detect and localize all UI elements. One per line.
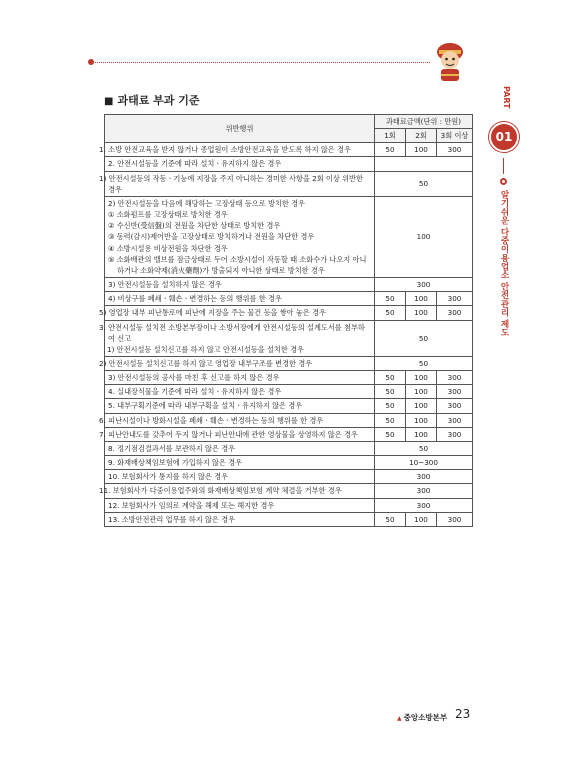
fine-flat: 50 xyxy=(375,171,473,196)
header-rule xyxy=(92,62,430,63)
fine-second: 100 xyxy=(406,399,437,413)
violation-text: 8. 정기점검결과서를 보관하지 않은 경우 xyxy=(105,441,375,455)
violation-text: 5. 내부구획기준에 따라 내부구획을 설치ㆍ유지하지 않은 경우 xyxy=(105,399,375,413)
table-row xyxy=(105,470,473,484)
violation-text: 2. 안전시설등을 기준에 따라 설치ㆍ유지하지 않은 경우 xyxy=(105,157,375,171)
header-violation: 위반행위 xyxy=(105,115,375,143)
violation-text: 11. 보험회사가 다중이용업주와의 화재배상책임보험 계약 체결을 거부한 경우 xyxy=(105,484,375,498)
fine-third: 300 xyxy=(437,143,473,157)
fine-table xyxy=(99,114,473,527)
fine-second: 100 xyxy=(406,512,437,526)
firefighter-mascot-icon xyxy=(430,38,470,84)
fine-flat: 300 xyxy=(375,498,473,512)
table-row xyxy=(105,157,473,171)
table-row xyxy=(105,498,473,512)
violation-text: 6. 피난시설이나 방화시설을 폐쇄ㆍ훼손ㆍ변경하는 등의 행위를 한 경우 xyxy=(105,413,375,427)
fine-second: 100 xyxy=(406,306,437,320)
violation-subitem: ④ 소방시설용 비상전원을 차단한 경우 xyxy=(108,243,228,253)
violation-heading: 3. 안전시설등 설치전 소방본부장이나 소방서장에게 안전시설등의 설계도서를 첨부하여 신고 xyxy=(99,322,365,343)
table-row xyxy=(105,413,473,427)
fine-flat: 300 xyxy=(375,278,473,292)
fine-first: 50 xyxy=(375,385,406,399)
section-marker: ■ xyxy=(104,96,114,107)
fine-first: 50 xyxy=(375,399,406,413)
fine-first: 50 xyxy=(375,306,406,320)
fine-first: 50 xyxy=(375,292,406,306)
fine-second: 100 xyxy=(406,371,437,385)
table-row xyxy=(105,371,473,385)
fine-third: 300 xyxy=(437,292,473,306)
violation-text: 10. 보험회사가 통지를 하지 않은 경우 xyxy=(105,470,375,484)
violation-text: 7. 피난안내도를 갖추어 두지 않거나 피난안내에 관한 영상물을 상영하지 않은 경우 xyxy=(105,427,375,441)
violation-text xyxy=(105,196,375,277)
fine-third: 300 xyxy=(437,371,473,385)
violation-text: 3) 안전시설등을 설치하지 않은 경우 xyxy=(105,278,375,292)
fine-first: 50 xyxy=(375,371,406,385)
violation-subitem: ⑤ 소화배관의 밸브를 잠금상태로 두어 소방시설이 작동할 때 소화수가 나오지 아니하거나 소화약제(消火藥劑)가 방출되지 아니한 상태로 방치한 경우 xyxy=(108,254,367,275)
violation-text: 9. 화재배상책임보험에 가입하지 않은 경우 xyxy=(105,456,375,470)
violation-subitem: ① 소화펌프를 고장상태로 방치한 경우 xyxy=(108,210,228,220)
violation-text: 1) 안전시설등의 작동ㆍ기능에 지장을 주지 아니하는 경미한 사항을 2회 이상 위반한 경우 xyxy=(105,171,375,196)
table-row xyxy=(105,171,473,196)
violation-text: 5) 영업장 내부 피난통로에 피난에 지장을 주는 물건 등을 쌓아 놓은 경우 xyxy=(105,306,375,320)
fine-flat: 50 xyxy=(375,320,473,356)
fine-third: 300 xyxy=(437,512,473,526)
fine-first: 50 xyxy=(375,143,406,157)
chapter-bullet-icon xyxy=(500,178,507,185)
table-row xyxy=(105,292,473,306)
violation-text: 3) 안전시설등의 공사를 마친 후 신고를 하지 않은 경우 xyxy=(105,371,375,385)
header-second: 2회 xyxy=(406,129,437,143)
header-amount: 과태료금액(단위 : 만원) xyxy=(375,115,473,129)
fine-flat: 300 xyxy=(375,484,473,498)
fine-third: 300 xyxy=(437,385,473,399)
table-row xyxy=(105,356,473,370)
fine-flat: 10~300 xyxy=(375,456,473,470)
section-heading xyxy=(104,92,200,108)
fine-third: 300 xyxy=(437,427,473,441)
table-row xyxy=(105,441,473,455)
violation-text: 4) 비상구를 폐쇄ㆍ훼손ㆍ변경하는 등의 행위를 한 경우 xyxy=(105,292,375,306)
footer-org-name: 중앙소방본부 xyxy=(403,713,448,722)
fine-empty xyxy=(375,157,473,171)
table-row xyxy=(105,143,473,157)
fine-third: 300 xyxy=(437,413,473,427)
table-row xyxy=(105,399,473,413)
fine-flat: 100 xyxy=(375,196,473,277)
part-label: PART xyxy=(502,86,511,109)
fine-first: 50 xyxy=(375,512,406,526)
violation-subitem: ② 수신반(受信盤)의 전원을 차단한 상태로 방치한 경우 xyxy=(108,221,281,231)
fine-third: 300 xyxy=(437,399,473,413)
table-row xyxy=(105,320,473,356)
page-number: 23 xyxy=(455,707,471,721)
fire-logo-icon: ▲ xyxy=(397,715,402,722)
violation-text: 2) 안전시설등 설치신고를 하지 않고 영업장 내부구조를 변경한 경우 xyxy=(105,356,375,370)
fine-flat: 300 xyxy=(375,470,473,484)
violation-text: 4. 실내장식물을 기준에 따라 설치ㆍ유지하지 않은 경우 xyxy=(105,385,375,399)
table-row xyxy=(105,484,473,498)
violation-subitem: ③ 동력(감시)제어반을 고장상태로 방치하거나 전원을 차단한 경우 xyxy=(108,232,315,242)
header-first: 1회 xyxy=(375,129,406,143)
table-row xyxy=(105,512,473,526)
violation-text xyxy=(99,320,375,356)
violation-text: 1. 소방 안전교육을 받지 않거나 종업원이 소방안전교육을 받도록 하지 않은 경우 xyxy=(105,143,375,157)
fine-second: 100 xyxy=(406,427,437,441)
table-row xyxy=(105,278,473,292)
violation-subitem: 1) 안전시설등 설치신고를 하지 않고 안전시설등을 설치한 경우 xyxy=(107,344,304,354)
violation-text: 12. 보험회사가 임의로 계약을 해제 또는 해지한 경우 xyxy=(105,498,375,512)
chapter-title: 알기쉬운 다중이용업소 안전관리 제도 xyxy=(499,190,509,337)
section-title: 과태료 부과 기준 xyxy=(117,94,200,107)
violation-heading: 2) 안전시설등을 다음에 해당하는 고장상태 등으로 방치한 경우 xyxy=(108,198,305,208)
fine-second: 100 xyxy=(406,143,437,157)
footer-organization xyxy=(397,712,447,723)
chapter-number-badge: 01 xyxy=(489,122,519,152)
side-connector xyxy=(503,158,504,174)
table-row xyxy=(105,427,473,441)
fine-second: 100 xyxy=(406,385,437,399)
violation-text: 13. 소방안전관리 업무를 하지 않은 경우 xyxy=(105,512,375,526)
header-third: 3회 이상 xyxy=(437,129,473,143)
table-row xyxy=(105,196,473,277)
fine-flat: 50 xyxy=(375,356,473,370)
fine-third: 300 xyxy=(437,306,473,320)
fine-second: 100 xyxy=(406,292,437,306)
table-row xyxy=(105,306,473,320)
fine-first: 50 xyxy=(375,427,406,441)
fine-flat: 50 xyxy=(375,441,473,455)
fine-second: 100 xyxy=(406,413,437,427)
table-row xyxy=(105,456,473,470)
table-row xyxy=(105,385,473,399)
fine-first: 50 xyxy=(375,413,406,427)
